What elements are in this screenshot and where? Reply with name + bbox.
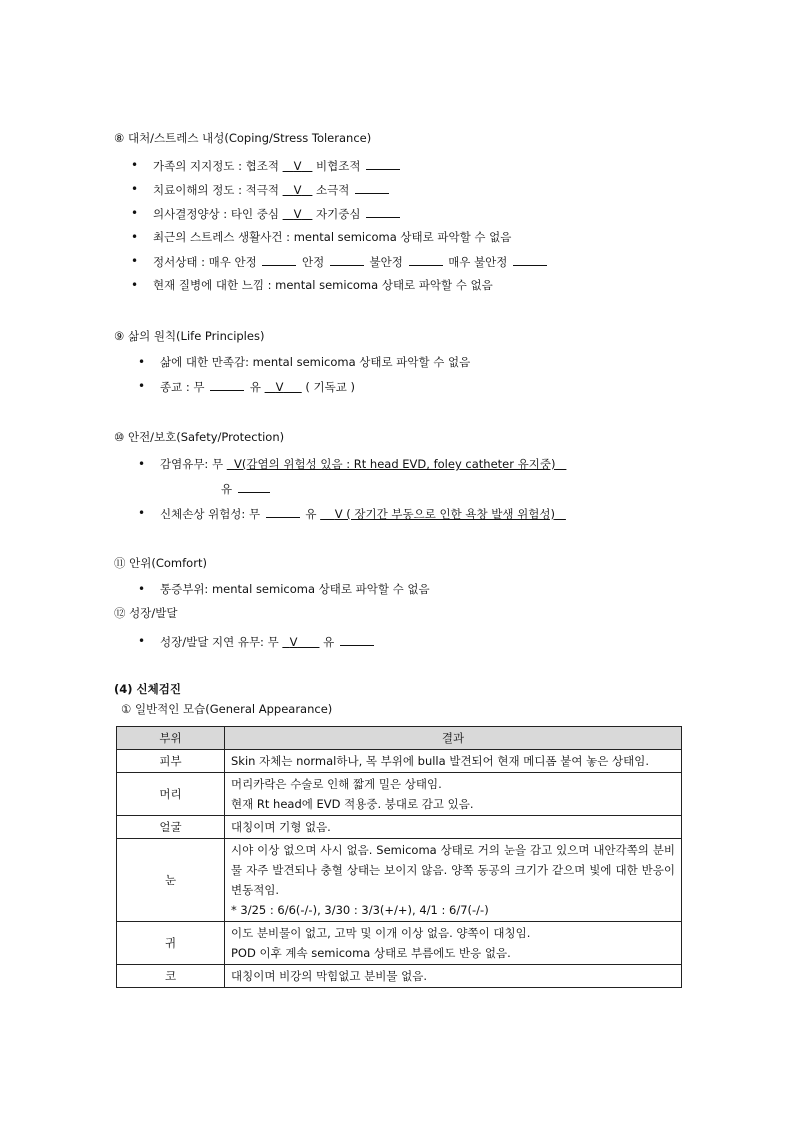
section-4-subtitle: ① 일반적인 모습(General Appearance) bbox=[121, 702, 333, 716]
cell-result: 이도 분비물이 없고, 고막 및 이개 이상 없음. 양쪽이 대칭임. POD 이후 계속 semicoma 상태로 부름에도 반응 없음. bbox=[225, 922, 682, 965]
list-item-injury-risk: • 신체손상 위험성: 무 유 V ( 장기간 부동으로 인한 욕창 발생 위험성) bbox=[160, 505, 566, 522]
table-row bbox=[117, 922, 682, 965]
section-11-title: ⑪ 안위(Comfort) bbox=[114, 556, 207, 570]
section-10-title: ⑩ 안전/보호(Safety/Protection) bbox=[114, 430, 285, 444]
cell-result: 대칭이며 비강의 막힘없고 분비물 없음. bbox=[225, 965, 682, 988]
table-row bbox=[117, 773, 682, 816]
list-item-recent-stress: • 최근의 스트레스 생활사건 : mental semicoma 상태로 파악할 수 없음 bbox=[153, 229, 511, 245]
cell-part: 눈 bbox=[117, 839, 225, 922]
table-row bbox=[117, 839, 682, 922]
list-item-family-support: • 가족의 지지정도 : 협조적 V 비협조적 bbox=[153, 157, 402, 174]
table-header-row bbox=[117, 727, 682, 750]
cell-part: 얼굴 bbox=[117, 816, 225, 839]
table-row bbox=[117, 965, 682, 988]
list-item-illness-feeling: • 현재 질병에 대한 느낌 : mental semicoma 상태로 파악할 수 없음 bbox=[153, 277, 493, 293]
column-header-result: 결과 bbox=[225, 727, 682, 750]
section-4-title: (4) 신체검진 bbox=[114, 682, 181, 696]
section-9-title: ⑨ 삶의 원칙(Life Principles) bbox=[114, 329, 265, 343]
list-item-pain-site: • 통증부위: mental semicoma 상태로 파악할 수 없음 bbox=[160, 581, 430, 597]
blank-line bbox=[355, 181, 389, 194]
cell-result: Skin 자체는 normal하나, 목 부위에 bulla 발견되어 현재 메디폼 붙여 놓은 상태임. bbox=[225, 750, 682, 773]
list-item-treatment-understanding: • 치료이해의 정도 : 적극적 V 소극적 bbox=[153, 181, 391, 198]
list-item-decision-making: • 의사결정양상 : 타인 중심 V 자기중심 bbox=[153, 205, 402, 222]
column-header-part: 부위 bbox=[117, 727, 225, 750]
cell-part: 귀 bbox=[117, 922, 225, 965]
cell-part: 피부 bbox=[117, 750, 225, 773]
section-8-title: ⑧ 대처/스트레스 내성(Coping/Stress Tolerance) bbox=[114, 131, 372, 145]
physical-exam-table bbox=[116, 726, 682, 988]
cell-part: 머리 bbox=[117, 773, 225, 816]
cell-result: 대칭이며 기형 없음. bbox=[225, 816, 682, 839]
cell-result: 시야 이상 없으며 사시 없음. Semicoma 상태로 거의 눈을 감고 있으며 내안각쪽의 분비물 자주 발견되나 충혈 상태는 보이지 않음. 양쪽 동공의 크기가 같으며 빛에 대한 반응이 변동적임. * 3/25 : 6/6(-/-), 3/30 : 3/3(+/+), 4/1 : 6/7(-/-) bbox=[225, 839, 682, 922]
list-item-religion: • 종교 : 무 유 V ( 기독교 ) bbox=[160, 378, 355, 395]
check-mark: V bbox=[293, 207, 302, 221]
list-item-infection-cont: 유 bbox=[221, 480, 272, 497]
cell-result: 머리카락은 수술로 인해 짧게 밀은 상태임. 현재 Rt head에 EVD 적용중. 붕대로 감고 있음. bbox=[225, 773, 682, 816]
table-row bbox=[117, 750, 682, 773]
list-item-life-satisfaction: • 삶에 대한 만족감: mental semicoma 상태로 파악할 수 없음 bbox=[160, 354, 470, 370]
list-item-emotional-state: • 정서상태 : 매우 안정 안정 불안정 매우 불안정 bbox=[153, 253, 549, 270]
check-mark: V bbox=[293, 183, 302, 197]
table-row bbox=[117, 816, 682, 839]
section-12-title: ⑫ 성장/발달 bbox=[114, 606, 178, 620]
blank-line bbox=[366, 157, 400, 170]
check-mark: V bbox=[293, 159, 302, 173]
list-item-infection: • 감염유무: 무 V(감염의 위험성 있음 : Rt head EVD, foley catheter 유지중) bbox=[160, 456, 566, 472]
cell-part: 코 bbox=[117, 965, 225, 988]
blank-line bbox=[366, 205, 400, 218]
list-item-growth-delay: • 성장/발달 지연 유무: 무 V 유 bbox=[160, 633, 376, 650]
